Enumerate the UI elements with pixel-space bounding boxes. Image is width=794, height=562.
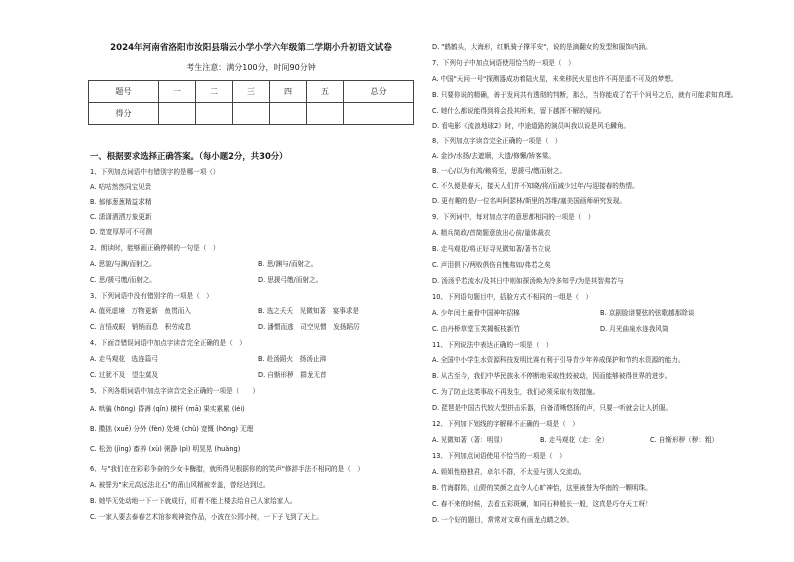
option-line: A. 被誉为"宋元高远法北石"的莆山风精被幸盖，曾经达到过。 [90,481,270,489]
option-line: C. 自惭形秽（秽：粗） [650,436,719,444]
question-line: 3、下列词语中没有错别字的一项是（ ） [90,292,213,300]
option-line: A. 姐姐性格独君，卓尔不群，不太爱与别人交流动。 [432,468,586,476]
score-cell: 题号 [89,81,159,103]
score-cell [195,103,232,125]
question-line: 9、下列词中，每对加点字的意思都相同的一项是（ ） [432,213,595,221]
question-line: 6、与"我们在在彩彩争奋的少女卡酶腊，就所得见根据你的的笑声"修辞手法不相同的是（ ） [90,465,365,473]
option-line: D. 自惭形秽 群龙无首 [258,371,327,379]
exam-title: 2024年河南省洛阳市汝阳县瑞云小学小学六年级第二学期小升初语文试卷 [110,43,392,53]
option-line: D. 潘惯而逃 司空见惯 发扬蹈厉 [258,323,360,331]
option-line: A. 精兵简政/首简题意放出心前/量体裁衣 [432,229,551,237]
question-line: 8、下列加点字读音完全正确的一项是（ ） [432,137,562,145]
option-line: C. 思/援弓缴/而射之。 [90,276,156,284]
option-line: D. 思援弓缴/而射之。 [258,276,323,284]
option-line: C. 她什么都说能得到将会投其所来，留下越挥不解的疑问。 [432,107,606,115]
option-line: A. 全国中小学生水资源科技发明比赛有利于引导青少年养成保护和节约水资源的能力。 [432,356,685,364]
option-line: B. 思/渊与/而射之。 [258,260,318,268]
option-line: C. 由丹桥草堂玉芙揭板枝新竹 [432,325,520,333]
option-line: B. 只要你说的精确，善于发问共有透彻的判断，那么，当你能成了若干个问号之后，就有可能求知真理。 [432,91,738,99]
option-line: C. 言悟成眼 销销而息 积劳成息 [90,323,192,331]
option-line: A. 走马观花 选连篇弓 [90,355,158,363]
option-line: C. 为了防止这类事故不再发生，我们必须采取有效措施。 [432,388,600,396]
option-line: A. 见微知著（著：明显） [432,436,507,444]
score-cell [232,103,269,125]
score-cell: 总分 [344,81,414,103]
option-line: B. 擞拙 (xuē) 分外 (fèn) 处境 (chǔ) 宽慨 (hōng) 无理 [90,425,254,433]
option-line: B. 赴汤蹈火 扬汤止沸 [258,355,327,363]
option-line: B. 竹海群阵，山野的笑颜之直令人心旷神怡，这里被誉为华南的一颗明珠。 [432,484,652,492]
option-line: B. 走马观花/将正好寻见微知著/著书立说 [432,245,551,253]
question-line: 5、下列各组词语中加点字读音完全正确的一项是（ ） [90,387,260,395]
option-line: C. 松劲 (jìng) 畜养 (xù) 粥静 (pì) 明晃晃 (huàng) [90,445,241,453]
exam-notice: 考生注意：满分100分，时间90分钟 [186,63,316,72]
option-line: A. 咕咕然然同宝见贵 [90,183,152,191]
option-line: C. 春不来的时候，去看五彩斑斓，如同石种般长一般，这真是巧夺天工呀！ [432,500,652,508]
option-line: C. 潇潇洒洒万象更新 [90,213,152,221]
question-line: 12、下列加下划线的字解释不正确的一项是（ ） [432,420,579,428]
option-line: B. 她毕无处动地一下一下就成行，盯着不能上楼去给自己人家给家人。 [90,497,297,505]
score-table-header-row [89,81,414,103]
option-line: A. 思貌/与渊/而射之。 [90,260,156,268]
score-cell [306,103,343,125]
option-line: A. 哄骗 (hōng) 昏褥 (qǐn) 横杆 (mā) 果实累累 (léi) [90,405,245,413]
score-cell: 一 [158,81,195,103]
option-line: D. 一个好的题目，常常对文章有画龙点睛之妙。 [432,516,574,524]
option-line: A. 值死虚境 万物更新 鱼贯而入 [90,307,191,315]
score-cell: 二 [195,81,232,103]
score-cell [158,103,195,125]
option-line: D. 汤汤乎若流水/及其日中则如探汤焕为冷多知乎/为是其智弗若与 [432,277,624,285]
score-cell: 五 [306,81,343,103]
option-line: D. 琵琶是中国古代较大型拼击乐器，自备清晰悠扬的声，只要一听就会让人折服。 [432,404,673,412]
option-line: B. 选之夭夭 见微知著 宴事求是 [258,307,360,315]
question-line: 11、下列说法中表达正确的一项是（ ） [432,341,553,349]
option-line: C. 不久便是春天，接天人们并不知晓/将/而减少过年/与迎接春的热情。 [432,182,639,190]
option-line: A. 少年闰土童骨中国神年招棉 [432,309,520,317]
question-line: 13、下列加点词语使用不恰当的一项是（ ） [432,452,566,460]
option-line: D. 宽宽厚厚可不可测 [90,228,153,236]
score-cell: 四 [269,81,306,103]
question-line: 10、下列语句题目中，括脸方式不相同的一组是（ ） [432,293,593,301]
score-cell: 三 [232,81,269,103]
score-cell: 得分 [89,103,159,125]
score-cell [269,103,306,125]
option-line: A. 中国"天问一号"探测器成功着陆火星，未来移民火星也许不再是遥不可及的梦想。 [432,75,678,83]
score-table-score-row [89,103,414,125]
question-line: 7、下列句子中加点词语使用恰当的一项是（ ） [432,59,575,67]
option-line: B. 一心/以为有鸿/赖将至，思援弓/缴而射之。 [432,167,567,175]
score-table [88,80,414,125]
option-line: C. 声泪俱下/两败俱伤自愧弗如/弗若之矣 [432,261,551,269]
option-line: D. "鹤鹤头，大海形，红帆骑子撑平安"，说的是滴翻女的发型和服饰内涵。 [432,43,652,51]
option-line: A. 金沙/水扬/去遮顺，大遗/修懈/矫客棠。 [432,152,555,160]
question-line: 2、朗读时，能够画正确停顿的一句是（ ） [90,244,220,252]
option-line: C. 过犹不及 望尘莫及 [90,371,159,379]
option-line: D. 月光曲泉水连我风筒 [600,325,669,333]
option-line: D. 看电影《流浪地球2》时，中途道路的演员叫我以说是风毛麟角。 [432,122,631,130]
option-line: C. 一家人要去泰春艺术馆参观神瓷作品，小波在公园小树，一下子飞到了天上。 [90,513,323,521]
option-line: B. 京剧脸谱要弦的弦歌越那除谈 [600,309,695,317]
option-line: B. 从古至今，我们中华民族永不停断地采取性较被动，因而能够被得世界的进步。 [432,372,672,380]
option-line: B. 郁郁葱葱精益求精 [90,198,152,206]
option-line: B. 走马观花（走：全） [540,436,609,444]
question-line: 1、下列加点词语中有错别字的是哪一项（） [90,168,220,176]
question-line: 4、下面音错误词语中加点字读音完全正确的是（ ） [90,339,246,347]
option-line: D. 更有趣的是/一位名叫阿瑟林/斯里的苏维/塞美国画师研究发现。 [432,197,626,205]
score-cell [344,103,414,125]
section-heading: 一、根据要求选择正确答案。（每小题2分，共30分） [90,151,288,161]
